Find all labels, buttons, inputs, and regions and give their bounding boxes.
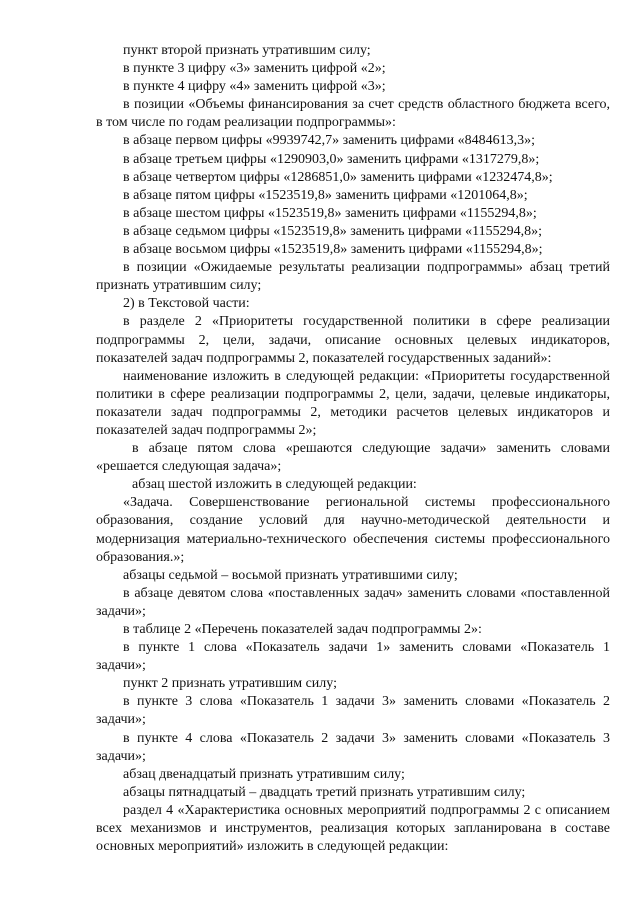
paragraph: наименование изложить в следующей редакции: «Приоритеты государственной политики в сфере реализации подпрограммы 2, цели, задачи, целевые индикаторы, показатели задач подпрограммы 2, методики расчетов целевых индикаторов и показателей задач подпрограммы 2»; [96,368,610,438]
paragraph: в позиции «Ожидаемые результаты реализации подпрограммы» абзац третий признать утратившим силу; [96,260,610,294]
paragraph: в пункте 3 слова «Показатель 1 задачи 3» заменить словами «Показатель 2 задачи»; [96,694,610,728]
paragraph: в абзаце седьмом цифры «1523519,8» заменить цифрами «1155294,8»; [123,223,543,239]
paragraph: в абзаце пятом цифры «1523519,8» заменить цифрами «1201064,8»; [123,187,528,203]
paragraph: абзац двенадцатый признать утратившим силу; [123,766,405,782]
paragraph: в пункте 3 цифру «3» заменить цифрой «2»; [123,61,386,77]
paragraph: в абзаце третьем цифры «1290903,0» заменить цифрами «1317279,8»; [123,151,540,167]
paragraph: в пункте 4 цифру «4» заменить цифрой «3»; [123,79,386,95]
paragraph: пункт 2 признать утратившим силу; [123,676,337,692]
paragraph: абзацы пятнадцатый – двадцать третий признать утратившим силу; [123,784,526,800]
document-body [96,42,610,856]
paragraph: «Задача. Совершенствование региональной системы профессионального образования, создание условий для научно-методической деятельности и модернизация материально-технического обеспечения системы профессионального образования.»; [96,495,610,565]
paragraph: абзац шестой изложить в следующей редакции: [132,477,417,493]
paragraph: в разделе 2 «Приоритеты государственной политики в сфере реализации подпрограммы 2, цели, задачи, описание основных целевых индикаторов, показателей задач подпрограммы 2, показателей государственных заданий»: [96,314,610,366]
paragraph: в таблице 2 «Перечень показателей задач подпрограммы 2»: [123,622,482,637]
paragraph: абзацы седьмой – восьмой признать утратившими силу; [123,567,458,583]
paragraph: в пункте 1 слова «Показатель задачи 1» заменить словами «Показатель 1 задачи»; [96,640,610,674]
paragraph: раздел 4 «Характеристика основных мероприятий подпрограммы 2 с описанием всех механизмов и инструментов, реализация которых запланирована в составе основных мероприятий» изложить в следующей редакции: [96,802,610,855]
paragraph: в пункте 4 слова «Показатель 2 задачи 3» заменить словами «Показатель 3 задачи»; [96,730,610,764]
paragraph: в абзаце шестом цифры «1523519,8» заменить цифрами «1155294,8»; [123,205,537,221]
paragraph: пункт второй признать утратившим силу; [123,43,371,58]
paragraph: в абзаце первом цифры «9939742,7» заменить цифрами «8484613,3»; [123,133,535,149]
paragraph: в абзаце девятом слова «поставленных задач» заменить словами «поставленной задачи»; [96,585,610,619]
paragraph: 2) в Текстовой части: [123,296,250,312]
paragraph: в абзаце четвертом цифры «1286851,0» заменить цифрами «1232474,8»; [123,169,553,185]
paragraph: в абзаце восьмом цифры «1523519,8» заменить цифрами «1155294,8»; [123,242,543,258]
paragraph: в абзаце пятом слова «решаются следующие задачи» заменить словами «решается следующая задача»; [96,441,610,475]
paragraph: в позиции «Объемы финансирования за счет средств областного бюджета всего, в том числе по годам реализации подпрограммы»: [96,97,610,131]
